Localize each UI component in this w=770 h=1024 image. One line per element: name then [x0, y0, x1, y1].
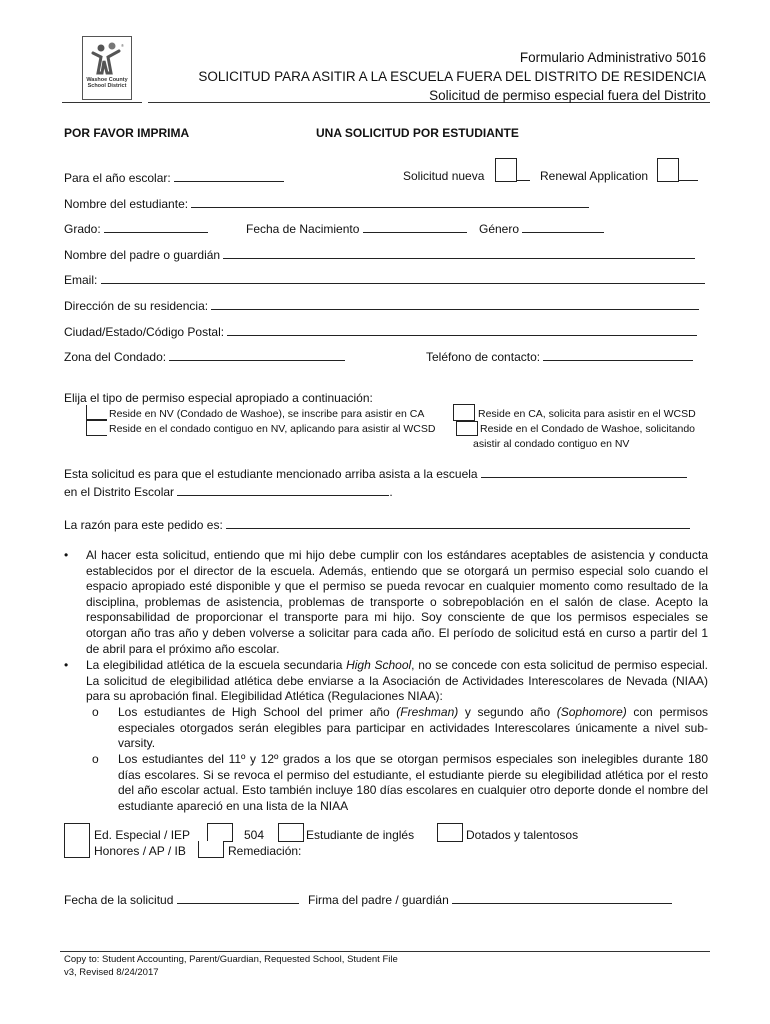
email-label: Email:	[64, 273, 98, 287]
footer-rule	[60, 951, 710, 952]
school-year-label: Para el año escolar:	[64, 171, 171, 185]
permit-opt4-label-2: asistir al condado contiguo en NV	[473, 438, 630, 450]
print-instruction: POR FAVOR IMPRIMA	[64, 126, 190, 140]
sub-bullet-freshman-text: Los estudiantes de High School del primer año (Freshman) y segundo año (Sophomore) con permisos especiales otorgados serán elegibles para participar en actividades Interescolares únicamente a nivel sub-varsity.	[118, 705, 709, 751]
permit-opt4-label-1: Reside en el Condado de Washoe, solicitando	[480, 423, 695, 435]
requested-school-field[interactable]	[481, 465, 687, 478]
footer-version: v3, Revised 8/24/2017	[64, 967, 159, 978]
form-title: SOLICITUD PARA ASITIR A LA ESCUELA FUERA DEL DISTRITO DE RESIDENCIA	[198, 69, 706, 84]
new-request-label: Solicitud nueva	[403, 169, 485, 183]
parent-signature-label: Firma del padre / guardián	[308, 893, 449, 907]
phone-label: Teléfono de contacto:	[426, 350, 541, 364]
request-line1-label: Esta solicitud es para que el estudiante mencionado arriba asista a la escuela	[64, 467, 478, 481]
address-label: Dirección de su residencia:	[64, 299, 209, 313]
p504-checkbox[interactable]	[207, 823, 233, 842]
address-field[interactable]	[211, 297, 699, 310]
remediation-label: Remediación:	[228, 844, 302, 858]
gifted-checkbox[interactable]	[437, 823, 463, 842]
school-district-field[interactable]	[177, 483, 389, 496]
one-per-student: UNA SOLICITUD POR ESTUDIANTE	[316, 126, 519, 140]
sped-label: Ed. Especial / IEP	[94, 828, 191, 842]
email-field[interactable]	[101, 271, 705, 284]
student-name-field[interactable]	[191, 195, 589, 208]
permit-opt1-label: Reside en NV (Condado de Washoe), se inscribe para asistir en CA	[109, 408, 425, 420]
form-number: Formulario Administrativo 5016	[519, 50, 706, 65]
ell-label: Estudiante de inglés	[306, 828, 415, 842]
bullet-marker-2: •	[64, 658, 69, 672]
permit-opt2-checkbox[interactable]	[453, 404, 475, 421]
header-rule-left	[62, 102, 142, 103]
parent-signature-field[interactable]	[452, 891, 672, 904]
permit-opt3-label: Reside en el condado contiguo en NV, aplicando para asistir al WCSD	[109, 423, 436, 435]
request-date-label: Fecha de la solicitud	[64, 893, 174, 907]
school-year-field[interactable]	[174, 169, 284, 182]
new-request-checkbox[interactable]	[495, 158, 517, 182]
bullet-athletic-text: La elegibilidad atlética de la escuela secundaria High School, no se concede con esta solicitud de permiso especial. La solicitud de elegibilidad atlética debe enviarse a la Asociación de Actividades Interescolares de Nevada (NIAA) para su aprobación final. Elegibilidad Atlética (Regulaciones NIAA):	[86, 658, 708, 704]
city-state-zip-field[interactable]	[227, 323, 697, 336]
request-date-field[interactable]	[177, 891, 299, 904]
form-subtitle: Solicitud de permiso especial fuera del Distrito	[429, 88, 706, 103]
gifted-label: Dotados y talentosos	[466, 828, 579, 842]
birth-date-field[interactable]	[363, 220, 467, 233]
ell-checkbox[interactable]	[278, 823, 304, 842]
permit-opt4-checkbox[interactable]	[456, 421, 478, 436]
request-line2-label: en el Distrito Escolar	[64, 485, 175, 499]
reason-field[interactable]	[226, 516, 690, 529]
grade-field[interactable]	[104, 220, 208, 233]
honors-checkbox[interactable]	[64, 841, 90, 858]
zone-field[interactable]	[169, 348, 345, 361]
renewal-checkbox[interactable]	[657, 158, 679, 182]
bullet-marker-1: •	[64, 548, 69, 562]
honors-label: Honores / AP / IB	[94, 844, 186, 858]
permit-opt3-checkbox[interactable]	[86, 420, 107, 436]
bullet-attendance-text: Al hacer esta solicitud, entiendo que mi hijo debe cumplir con los estándares aceptables de asistencia y conducta establecidos por el director de la escuela. Además, entiendo que se otorgará un permiso especial solo cuando el espacio apropiado esté disponible y que el permiso se pueda revocar en cualquier momento como resultado de la disciplina, problemas de asistencia, problemas de transporte o sobrepoblación en el salón de clase. Acepto la responsabilidad de proporcionar el transporte para mi hijo. Soy consciente de que los permisos especiales se otorgan año tras año y deben volverse a solicitar para cada año. El período de solicitud está en curso a partir del 1 de abril para el próximo año escolar.	[86, 548, 708, 656]
logo-text: Washoe County School District	[86, 77, 128, 89]
sub-bullet-juniors-text: Los estudiantes del 11º y 12º grados a los que se otorgan permisos especiales son inelegibles durante 180 días escolares. Si se revoca el permiso del estudiante, el estudiante pierde su elegibilidad atlética por el resto del año escolar actual. Esto también incluye 180 días escolares en cualquier otro deporte donde el nombre del estudiante apareció en una lista de la NIAA	[118, 752, 708, 813]
phone-field[interactable]	[543, 348, 693, 361]
remediation-checkbox[interactable]	[198, 841, 224, 858]
permit-opt2-label: Reside en CA, solicita para asistir en el WCSD	[478, 408, 696, 420]
request-period: .	[389, 485, 393, 499]
p504-label: 504	[244, 828, 265, 842]
grade-label: Grado:	[64, 222, 101, 236]
zone-label: Zona del Condado:	[64, 350, 167, 364]
parent-name-label: Nombre del padre o guardián	[64, 248, 221, 262]
permit-opt1-checkbox[interactable]	[86, 405, 107, 420]
student-name-label: Nombre del estudiante:	[64, 197, 189, 211]
footer-copy: Copy to: Student Accounting, Parent/Guardian, Requested School, Student File	[64, 954, 398, 965]
reason-label: La razón para este pedido es:	[64, 518, 223, 532]
permit-heading: Elija el tipo de permiso especial apropiado a continuación:	[64, 391, 373, 405]
renewal-label: Renewal Application	[540, 169, 649, 183]
sub-bullet-marker-2: o	[92, 752, 99, 766]
district-logo	[82, 36, 132, 100]
logo-figure-icon	[83, 39, 131, 79]
city-state-zip-label: Ciudad/Estado/Código Postal:	[64, 325, 225, 339]
gender-field[interactable]	[522, 220, 604, 233]
sped-checkbox[interactable]	[64, 823, 90, 842]
sub-bullet-marker-1: o	[92, 705, 99, 719]
parent-name-field[interactable]	[223, 246, 695, 259]
svg-text:®: ®	[121, 43, 124, 48]
birth-date-label: Fecha de Nacimiento	[246, 222, 360, 236]
gender-label: Género	[479, 222, 520, 236]
